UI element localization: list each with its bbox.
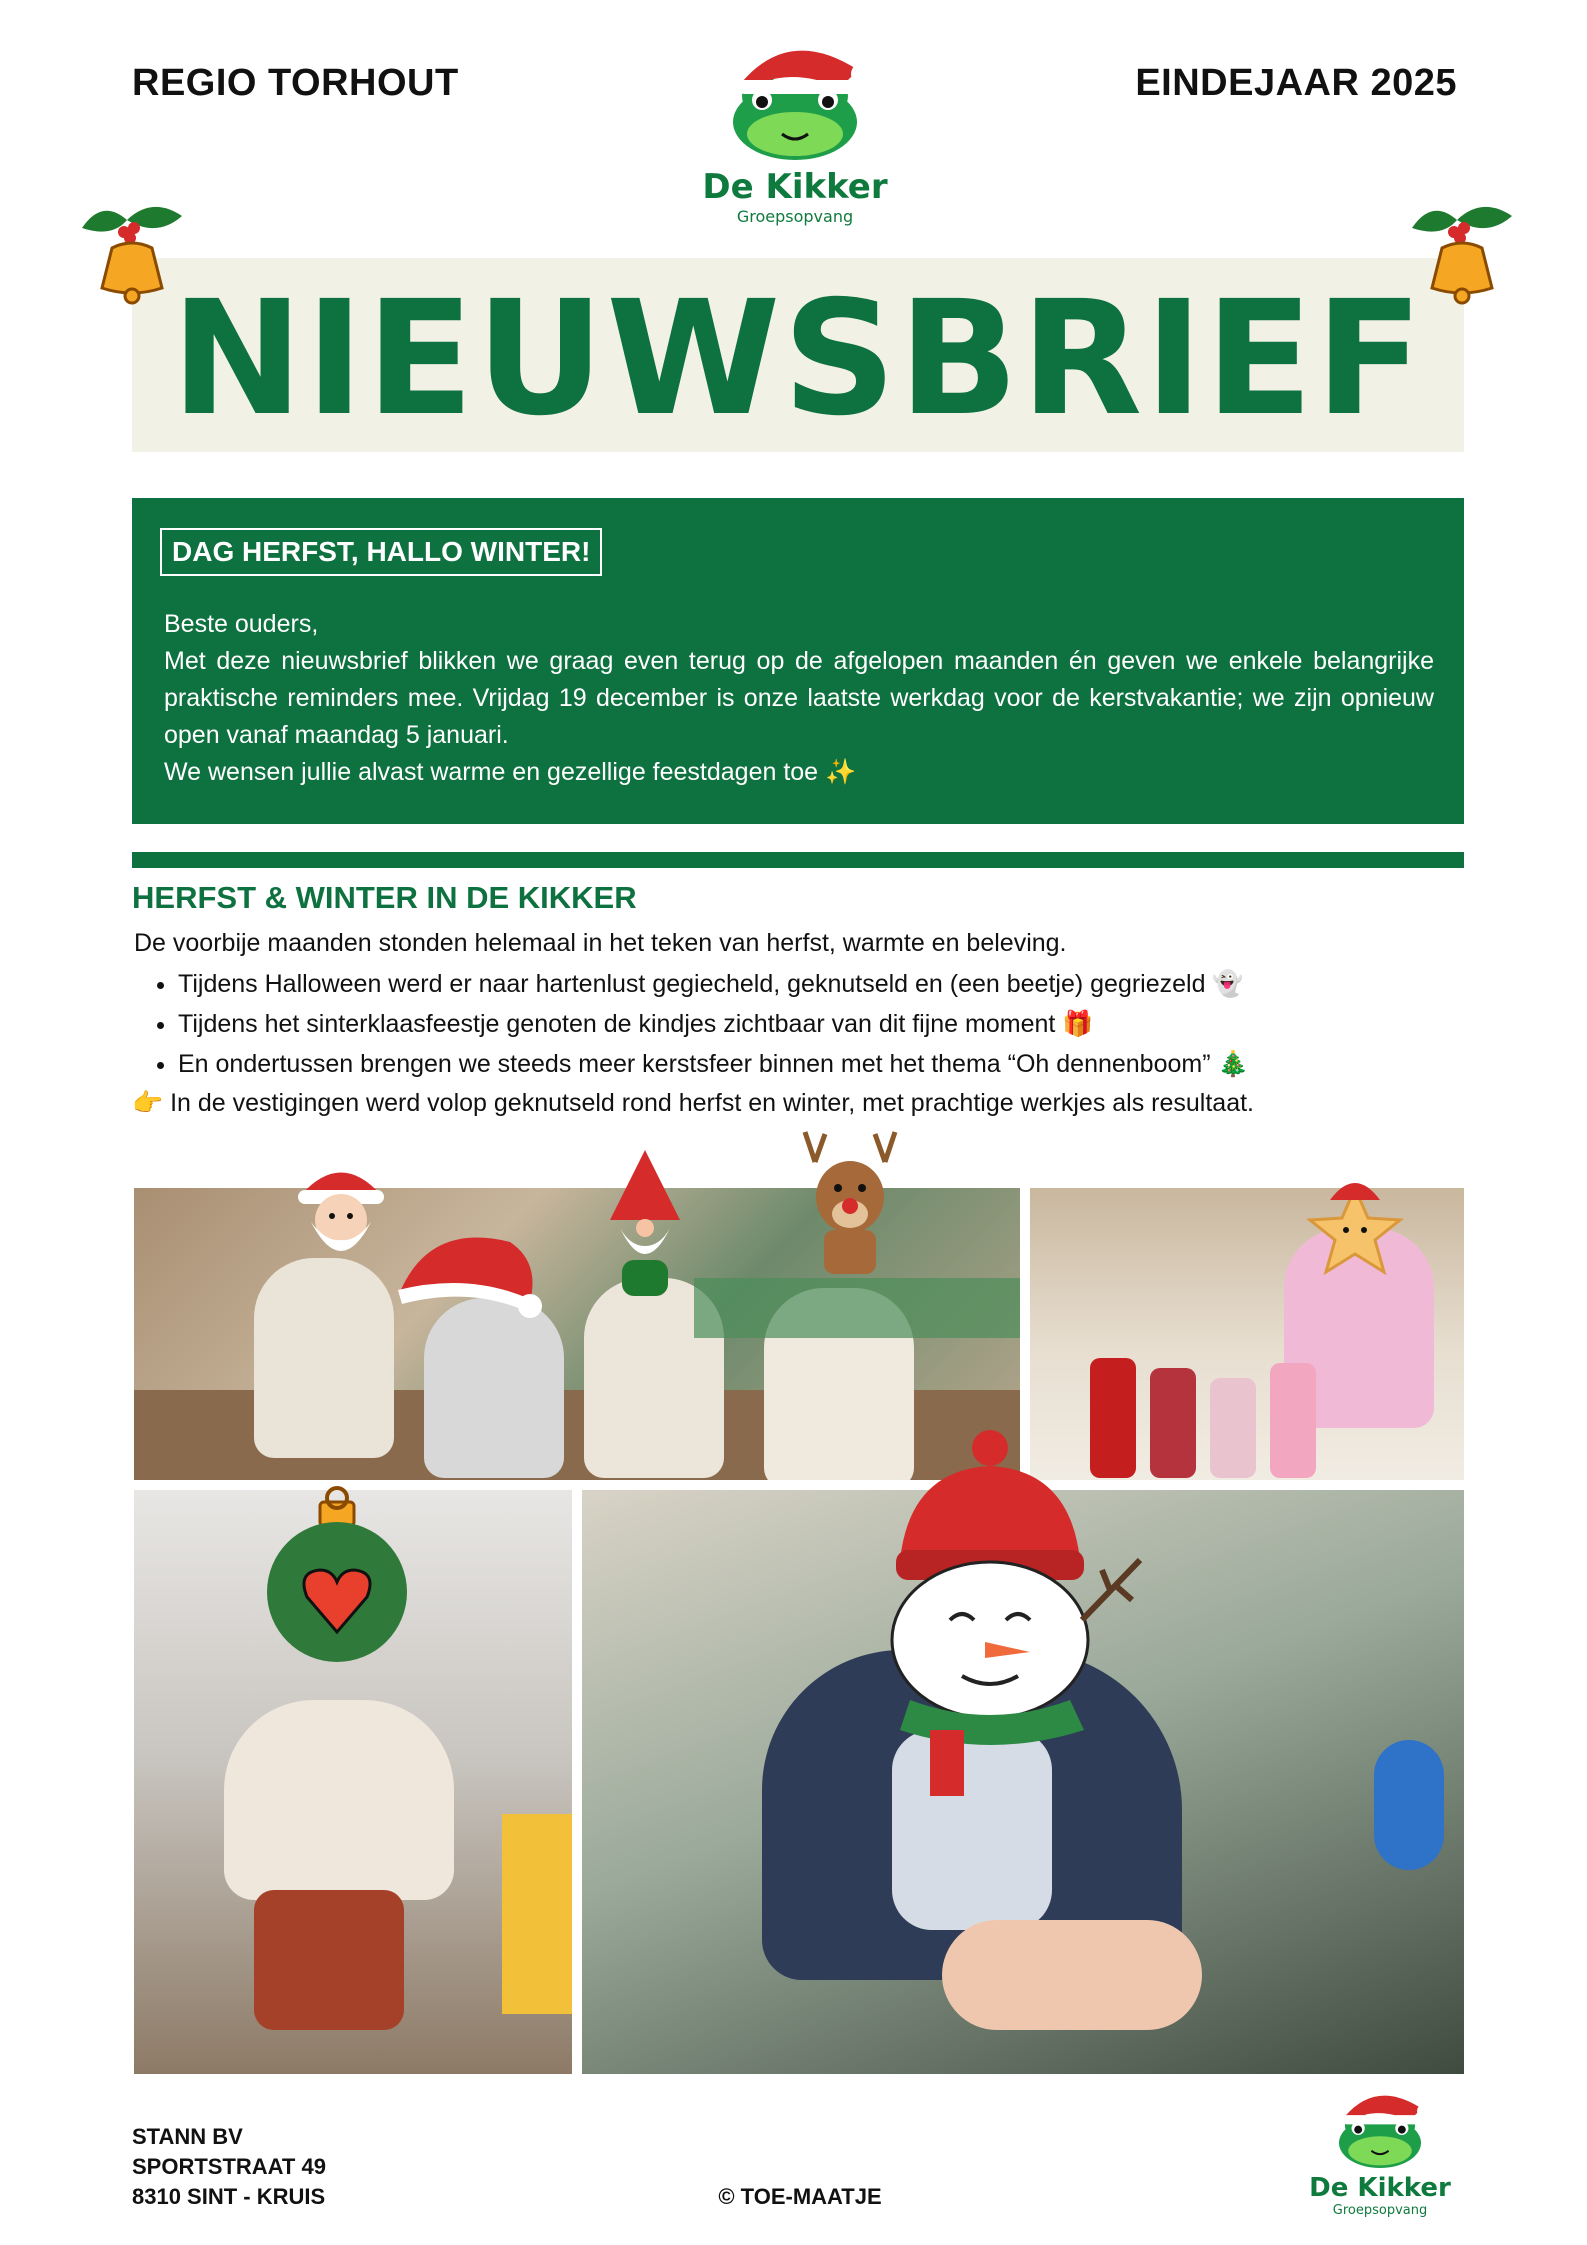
intro-box xyxy=(132,498,1464,824)
list-item: • Tijdens Halloween werd er naar hartenlust gegiecheld, geknutseld en (een beetje) gegriezeld 👻 xyxy=(178,964,1472,1004)
intro-closing: We wensen jullie alvast warme en gezellige feestdagen toe ✨ xyxy=(164,758,857,786)
footer-copyright: © TOE-MAATJE xyxy=(718,2184,882,2209)
region-label: REGIO TORHOUT xyxy=(132,62,459,104)
star-sticker-icon xyxy=(1300,1170,1410,1280)
section-note: 👉 In de vestigingen werd volop geknutseld rond herfst en winter, met prachtige werkjes als resultaat. xyxy=(132,1089,1254,1117)
holly-bell-icon-right xyxy=(1402,198,1522,318)
holly-bell-icon-left xyxy=(72,198,192,318)
footer-logo-subtitle: Groepsopvang xyxy=(1332,2203,1428,2218)
footer-address xyxy=(132,2122,326,2212)
title-band xyxy=(132,258,1464,452)
ornament-heart-icon xyxy=(262,1482,412,1672)
list-item: • En ondertussen brengen we steeds meer kerstsfeer binnen met het thema “Oh dennenboom” 🎄 xyxy=(178,1044,1472,1084)
santa-sticker-icon xyxy=(286,1150,396,1270)
section-heading: HERFST & WINTER IN DE KIKKER xyxy=(132,880,637,915)
intro-paragraph: Met deze nieuwsbrief blikken we graag even terug op de afgelopen maanden én geven we enkele belangrijke praktische reminders mee. Vrijdag 19 december is onze laatste werkdag voor de kerstvakantie; we zijn opnieuw open vanaf maandag 5 januari. xyxy=(164,647,1434,749)
footer-street: SPORTSTRAAT 49 xyxy=(132,2154,326,2179)
frog-santa-icon xyxy=(690,30,900,160)
frog-santa-icon-small xyxy=(1300,2082,1460,2168)
intro-greeting: Beste ouders, xyxy=(164,610,319,638)
top-logo xyxy=(690,30,900,230)
page-title: NIEUWSBRIEF xyxy=(170,267,1426,451)
logo-name: De Kikker xyxy=(702,167,888,207)
footer-company: STANN BV xyxy=(132,2124,243,2149)
intro-heading: DAG HERFST, HALLO WINTER! xyxy=(160,528,602,576)
snowman-sticker-icon xyxy=(870,1430,1170,1800)
section-content xyxy=(132,880,1472,1122)
list-item: • Tijdens het sinterklaasfeestje genoten de kindjes zichtbaar van dit fijne moment 🎁 xyxy=(178,1004,1472,1044)
section-lead: De voorbije maanden stonden helemaal in het teken van herfst, warmte en beleving. xyxy=(134,929,1067,957)
logo-subtitle: Groepsopvang xyxy=(736,207,854,226)
santa-hat-icon xyxy=(390,1212,550,1322)
footer-logo-name: De Kikker xyxy=(1309,2173,1451,2203)
reindeer-sticker-icon xyxy=(790,1122,910,1282)
footer-city: 8310 SINT - KRUIS xyxy=(132,2184,326,2209)
footer-logo xyxy=(1300,2082,1460,2222)
gnome-sticker-icon xyxy=(600,1150,690,1300)
edition-label: EINDEJAAR 2025 xyxy=(1135,62,1457,104)
section-divider xyxy=(132,852,1464,868)
